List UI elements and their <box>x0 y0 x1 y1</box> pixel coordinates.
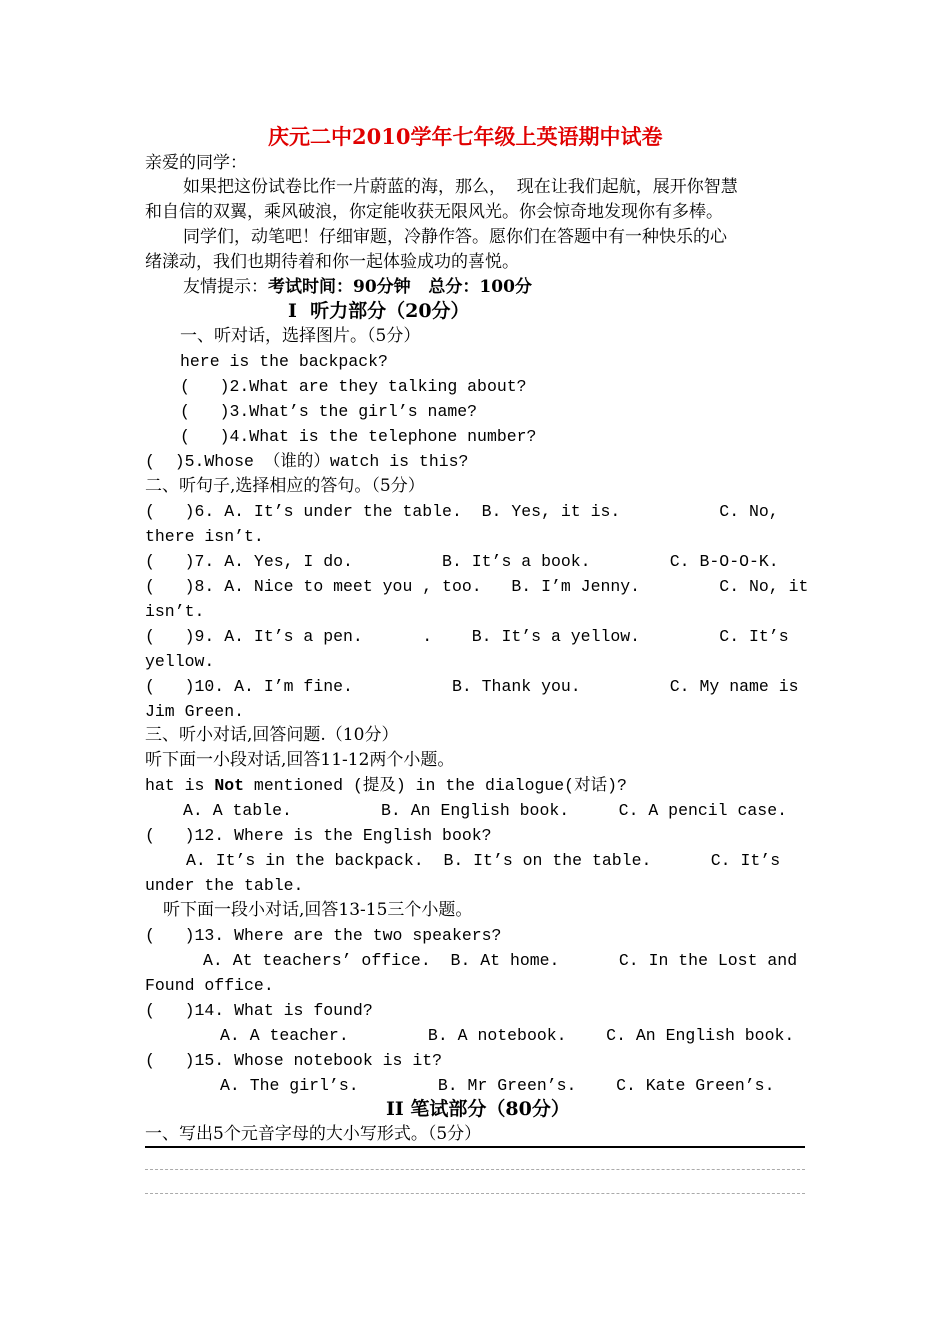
question-2: ( )2.What are they talking about? <box>180 377 527 396</box>
intro-paragraph-2-line-1: 同学们，动笔吧！仔细审题，冷静作答。愿你们在答题中有一种快乐的心 <box>183 227 727 247</box>
question-12-options-line-2: under the table. <box>145 876 304 895</box>
answer-line-thick <box>145 1146 805 1148</box>
question-11-options: A. A table. B. An English book. C. A pencil case. <box>183 801 787 820</box>
question-15-options: A. The girl’s. B. Mr Green’s. C. Kate Green’s. <box>220 1076 775 1095</box>
question-14-options: A. A teacher. B. A notebook. C. An English book. <box>220 1026 795 1045</box>
section3-heading: 三、听小对话,回答问题.（10分） <box>145 725 399 745</box>
tip-label: 友情提示： <box>183 277 268 297</box>
tip-text: 考试时间：90分钟 总分：100分 <box>268 277 532 297</box>
question-7: ( )7. A. Yes, I do. B. It’s a book. C. B-O-O-K. <box>145 552 779 571</box>
question-12-options-line-1: A. It’s in the backpack. B. It’s on the table. C. It’s <box>186 851 781 870</box>
section2-heading: 二、听句子,选择相应的答句。（5分） <box>145 476 425 496</box>
part2-section1-heading: 一、写出5个元音字母的大小写形式。（5分） <box>145 1124 482 1144</box>
section1-heading: 一、听对话，选择图片。（5分） <box>180 326 421 346</box>
question-13: ( )13. Where are the two speakers? <box>145 926 502 945</box>
question-13-options-line-2: Found office. <box>145 976 274 995</box>
question-9-line-1: ( )9. A. It’s a pen. . B. It’s a yellow. C. It’s <box>145 627 789 646</box>
part2-heading: II 笔试部分（80分） <box>386 1098 570 1120</box>
question-10-line-1: ( )10. A. I’m fine. B. Thank you. C. My name is <box>145 677 799 696</box>
question-6-line-2: there isn’t. <box>145 527 264 546</box>
question-1: here is the backpack? <box>180 352 388 371</box>
question-15: ( )15. Whose notebook is it? <box>145 1051 443 1070</box>
question-9-line-2: yellow. <box>145 652 215 671</box>
part1-heading: I 听力部分（20分） <box>288 300 470 322</box>
question-3: ( )3.What’s the girl’s name? <box>180 402 478 421</box>
question-8-line-2: isn’t. <box>145 602 205 621</box>
question-11-not: Not <box>214 776 245 795</box>
intro-paragraph-1-line-1: 如果把这份试卷比作一片蔚蓝的海，那么， 现在让我们起航，展开你智慧 <box>183 177 738 197</box>
question-4: ( )4.What is the telephone number? <box>180 427 537 446</box>
question-5: ( )5.Whose （谁的）watch is this? <box>145 452 469 471</box>
greeting: 亲爱的同学： <box>145 153 247 173</box>
friendly-tip <box>183 276 532 298</box>
intro-paragraph-2-line-2: 绪漾动，我们也期待着和你一起体验成功的喜悦。 <box>145 252 519 272</box>
question-12: ( )12. Where is the English book? <box>145 826 492 845</box>
question-11 <box>145 775 627 797</box>
answer-line-1 <box>145 1169 805 1170</box>
question-11-post: mentioned (提及) in the dialogue(对话)? <box>244 776 627 795</box>
intro-paragraph-1-line-2: 和自信的双翼，乘风破浪，你定能收获无限风光。你会惊奇地发现你有多棒。 <box>145 202 723 222</box>
question-14: ( )14. What is found? <box>145 1001 373 1020</box>
answer-line-2 <box>145 1193 805 1194</box>
question-11-pre: hat is <box>145 776 215 795</box>
question-13-options-line-1: A. At teachers’ office. B. At home. C. In the Lost and <box>203 951 798 970</box>
section3-sub-instruction-2: 听下面一段小对话,回答13-15三个小题。 <box>163 900 473 920</box>
question-8-line-1: ( )8. A. Nice to meet you , too. B. I’m Jenny. C. No, it <box>145 577 809 596</box>
question-6-line-1: ( )6. A. It’s under the table. B. Yes, it is. C. No, <box>145 502 779 521</box>
exam-title: 庆元二中2010学年七年级上英语期中试卷 <box>268 124 663 149</box>
question-10-line-2: Jim Green. <box>145 702 245 721</box>
section3-sub-instruction-1: 听下面一小段对话,回答11-12两个小题。 <box>145 750 455 770</box>
